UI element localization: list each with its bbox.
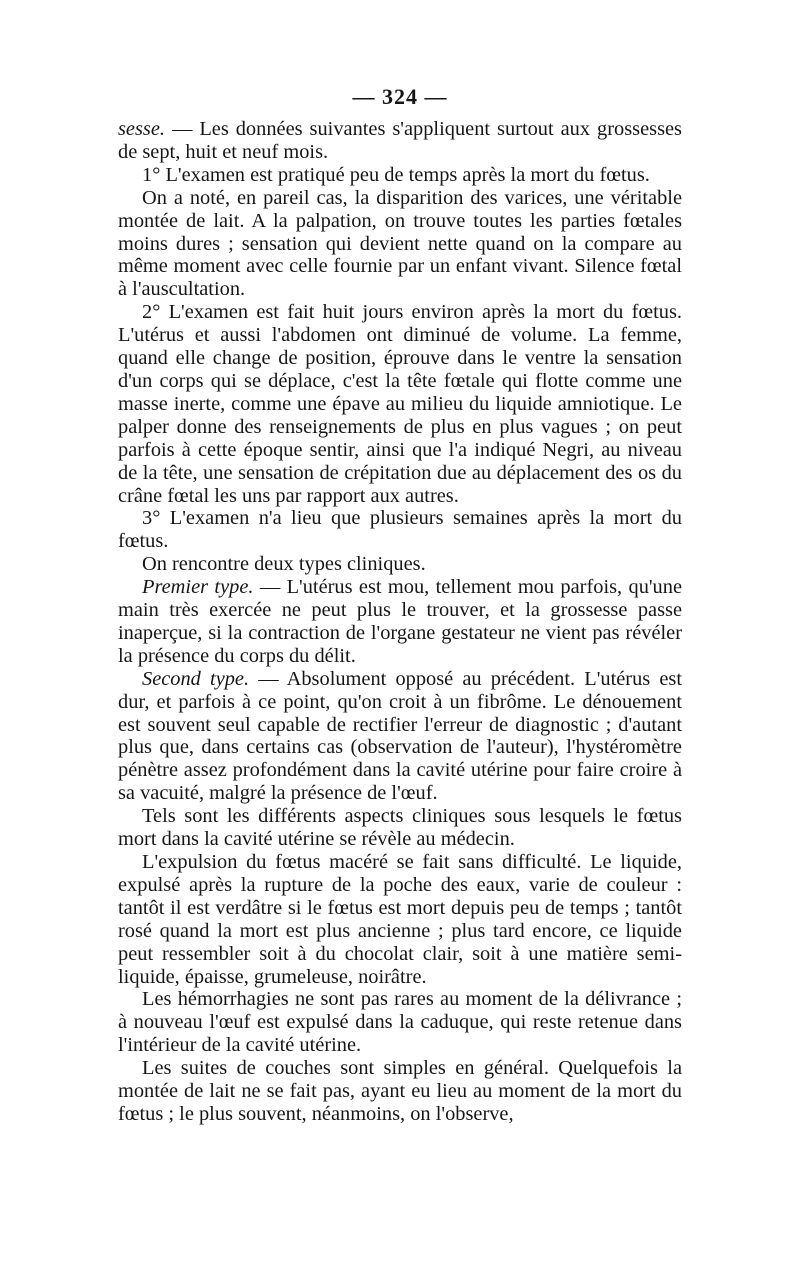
paragraph: [118, 1057, 682, 1126]
paragraph-lead: sesse.: [118, 118, 166, 140]
paragraph-text: On rencontre deux types cliniques.: [142, 553, 426, 576]
paragraph: [118, 553, 682, 576]
paragraph: [118, 118, 682, 164]
page-number: — 324 —: [352, 84, 448, 109]
paragraph-text: Tels sont les différents aspects cliniques sous lesquels le fœtus mort dans la cavité utérine se révèle au médecin.: [118, 805, 682, 851]
paragraph: [118, 507, 682, 553]
paragraph: [118, 988, 682, 1057]
body-text: [118, 118, 682, 1126]
paragraph: [118, 187, 682, 302]
paragraph-text: 1° L'examen est pratiqué peu de temps après la mort du fœtus.: [142, 163, 650, 186]
paragraph-text: — L'utérus est mou, tellement mou parfois, qu'une main très exercée ne peut plus le trouver, et la grossesse passe inaperçue, si la contraction de l'organe gestateur ne vient pas révéler la présence du corps du délit.: [118, 576, 683, 667]
paragraph: [118, 851, 682, 988]
paragraph-text: On a noté, en pareil cas, la disparition des varices, une véritable montée de lait. A la palpation, on trouve toutes les parties fœtales moins dures ; sensation qui devient nette quand on la compare au même moment avec celle fournie par un enfant vivant. Silence fœtal à l'auscultation.: [118, 186, 682, 301]
paragraph: [118, 668, 682, 805]
paragraph-text: — Absolument opposé au précédent. L'utérus est dur, et parfois à ce point, qu'on croit à un fibrôme. Le dénouement est souvent seul capable de rectifier l'erreur de diagnostic ; d'autant plus que, dans certains cas (observation de l'auteur), l'hystéromètre pénètre assez profondément dans la cavité utérine pour faire croire à sa vacuité, malgré la présence de l'œuf.: [118, 667, 682, 805]
paragraph-text: L'expulsion du fœtus macéré se fait sans difficulté. Le liquide, expulsé après la rupture de la poche des eaux, varie de couleur : tantôt il est verdâtre si le fœtus est mort depuis peu de temps ; tantôt rosé quand la mort est plus ancienne ; plus tard encore, ce liquide peut ressembler soit à du chocolat clair, soit à une matière semi-liquide, épaisse, grumeleuse, noirâtre.: [118, 851, 682, 988]
paragraph-lead: Premier type.: [142, 576, 254, 599]
paragraph-text: 2° L'examen est fait huit jours environ après la mort du fœtus. L'utérus et aussi l'abdomen ont diminué de volume. La femme, quand elle change de position, éprouve dans le ventre la sensation d'un corps qui se déplace, c'est la tête fœtale qui flotte comme une masse inerte, comme une épave au milieu du liquide amniotique. Le palper donne des renseignements de plus en plus vagues ; on peut parfois à cette époque sentir, ainsi que l'a indiqué Negri, au niveau de la tête, une sensation de crépitation due au déplacement des os du crâne fœtal les uns par rapport aux autres.: [118, 301, 682, 507]
paragraph-lead: Second type.: [142, 667, 250, 690]
paragraph: [118, 301, 682, 507]
paragraph-text: Les hémorrhagies ne sont pas rares au moment de la délivrance ; à nouveau l'œuf est expulsé dans la caduque, qui reste retenue dans l'intérieur de la cavité utérine.: [118, 988, 682, 1057]
paragraph: [118, 576, 682, 668]
paragraph-text: — Les données suivantes s'appliquent surtout aux grossesses de sept, huit et neuf mois.: [118, 118, 682, 163]
paragraph-text: Les suites de couches sont simples en général. Quelquefois la montée de lait ne se fait pas, ayant eu lieu au moment de la mort du fœtus ; le plus souvent, néanmoins, on l'observe,: [118, 1057, 682, 1125]
paragraph-text: 3° L'examen n'a lieu que plusieurs semaines après la mort du fœtus.: [118, 507, 682, 553]
paragraph: [118, 164, 682, 187]
paragraph: [118, 805, 682, 851]
